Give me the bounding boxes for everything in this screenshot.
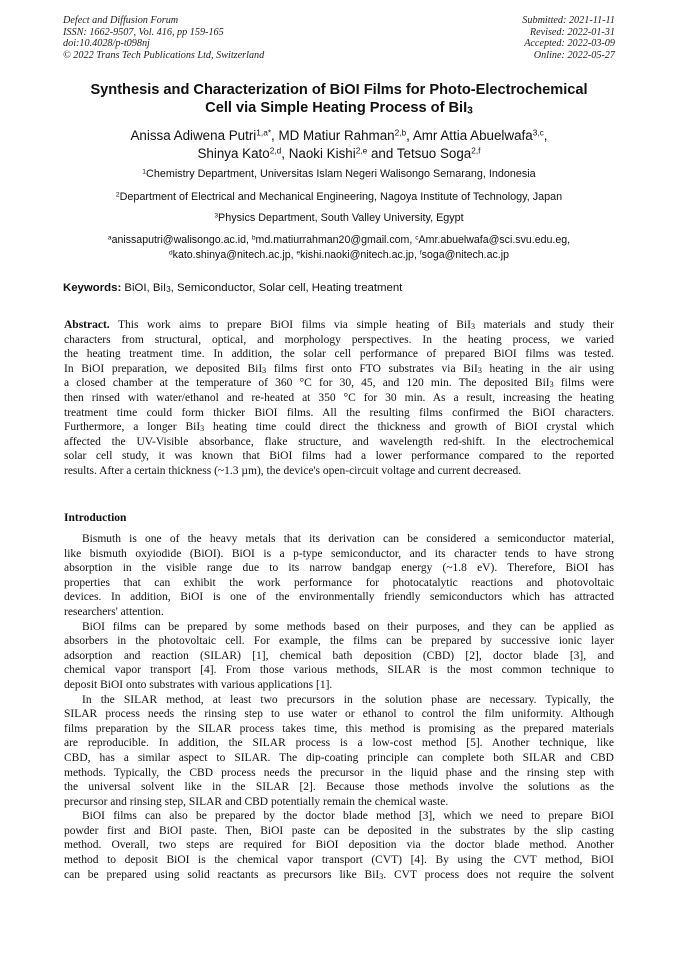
submitted-date: Submitted: 2021-11-11	[522, 15, 615, 26]
intro-line: adsorption and reaction (SILAR) [1], chemical bath deposition (CBD) [2], doctor blade [3], and	[64, 649, 614, 662]
author-name: Amr Attia Abuelwafa	[412, 128, 533, 143]
section-heading-introduction: Introduction	[64, 512, 127, 524]
paper-title	[40, 81, 638, 117]
email-link[interactable]: md.matiurrahman20@gmail.com	[255, 234, 410, 246]
title-line-1: Synthesis and Characterization of BiOI Films for Photo-Electrochemical	[90, 82, 588, 98]
abstract-line: characters from structural, optical, and morphology perspectives. In the heating process, we varied	[64, 333, 614, 346]
intro-paragraph	[64, 532, 614, 620]
title-line-2: Cell via Simple Heating Process of BiI$_3$	[205, 100, 473, 117]
abstract-line: In BiOI preparation, we deposited BiI$_3$ films first onto FTO substrates via BiI$_3$ heating in the air using	[64, 362, 614, 375]
intro-paragraph	[64, 620, 614, 693]
email-line-2: $^d$kato.shinya@nitech.ac.jp, $^e$kishi.naoki@nitech.ac.jp, $^f$soga@nitech.ac.jp	[169, 249, 509, 261]
intro-line: methods. Typically, the CBD process needs the precursor in the liquid phase and the rinsing step with	[64, 766, 614, 779]
intro-line: powder first and BiOI paste. Then, BiOI paste can be deposited in the substrates by the slip casting	[64, 824, 614, 837]
abstract-line: Abstract. This work aims to prepare BiOI films via simple heating of BiI$_3$ materials and study their	[64, 319, 614, 332]
abstract	[64, 318, 614, 479]
submission-dates	[522, 15, 615, 61]
journal-name: Defect and Diffusion Forum	[63, 15, 179, 26]
abstract-line: solar cell study, it was known that BiOI films had a lower performance compared to the reported	[64, 450, 614, 463]
online-date: Online: 2022-05-27	[533, 49, 615, 61]
author-list	[40, 127, 638, 163]
revised-date: Revised: 2022-01-31	[529, 26, 615, 38]
abstract-line: treatment time could form thicker BiOI films. All the resulting films confirmed the BiOI characters.	[64, 406, 614, 419]
intro-line: can be prepared using solid reactants as precursors like BiI$_3$. CVT process does not require the solvent	[64, 868, 614, 881]
journal-doi: doi:10.4028/p-t098nj	[63, 38, 150, 50]
author-line-1: Anissa Adiwena Putri$^{1,a*}$, MD Matiur Rahman$^{2,b}$, Amr Attia Abuelwafa$^{3,c}$,	[130, 127, 548, 143]
intro-line: are reproducible. In addition, the SILAR process is a low-cost method [5]. Another technique, like	[64, 737, 614, 750]
intro-line: researchers' attention.	[64, 605, 164, 618]
intro-line: SILAR process needs the rinsing step to use water or ethanol to control the film uniformity. Although	[64, 708, 614, 721]
keywords-label: Keywords:	[63, 282, 122, 294]
email-link[interactable]: soga@nitech.ac.jp	[421, 249, 509, 261]
intro-line: the universal solvent like in the SILAR [2]. Because those methods involve the solutions as the	[64, 781, 614, 794]
intro-line: BiOI films can also be prepared by the doctor blade method [3], which we need to prepare BiOI	[82, 810, 614, 823]
affiliation: $^2$Department of Electrical and Mechanical Engineering, Nagoya Institute of Technology, Japan	[115, 191, 563, 203]
intro-line: CBD, has a similar aspect to SILAR. The dip-coating principle can complete both SILAR and CBD	[64, 751, 614, 764]
abstract-line: results. After a certain thickness (~1.3 µm), the device's open-circuit voltage and current decreased.	[64, 464, 522, 477]
journal-info	[63, 15, 264, 61]
affiliation: $^1$Chemistry Department, Universitas Islam Negeri Walisongo Semarang, Indonesia	[142, 168, 536, 180]
intro-line: properties that can exhibit the work performance for photocatalytic reactions and photovoltaic	[64, 576, 614, 589]
intro-line: Bismuth is one of the heavy metals that its derivation can be considered a semiconductor material,	[82, 533, 614, 545]
intro-line: chemical vapor transport [4]. From those various methods, SILAR is the most common technique to	[64, 664, 614, 677]
email-link[interactable]: anissaputri@walisongo.ac.id	[111, 234, 246, 246]
intro-paragraph	[64, 809, 614, 882]
email-link[interactable]: kato.shinya@nitech.ac.jp	[172, 249, 291, 261]
intro-line: deposit BiOI onto substrates with various applications [1].	[64, 678, 333, 691]
abstract-line: the heating treatment time. In addition, the solar cell performance of prepared BiOI films was tested.	[64, 348, 614, 361]
email-link[interactable]: Amr.abuelwafa@sci.svu.edu.eg	[418, 234, 568, 246]
abstract-line: a closed chamber at the temperature of 360 °C for 30, 45, and 120 min. The deposited BiI$_3$ films were	[64, 377, 615, 390]
intro-line: absorption in the visible range due to its narrow bandgap energy (~1.8 eV). Therefore, BiOI has	[64, 562, 614, 575]
author-name: MD Matiur Rahman	[278, 128, 395, 143]
intro-line: absorbers in the photovoltaic cell. For example, the films can be prepared by successive ionic layer	[64, 635, 614, 648]
intro-line: BiOI films can be prepared by some methods based on their purposes, and they can be applied as	[82, 620, 614, 633]
abstract-line: then rinsed with water/ethanol and re-heated at 350 °C for 30 min. As a result, increasing the heating	[64, 391, 614, 404]
intro-line: In the SILAR method, at least two precursors in the solution phase are necessary. Typically, the	[82, 693, 614, 706]
abstract-line: affected the UV-Visible absorbance, flake structure, and wavelength red-shift. In the electrochemical	[64, 435, 614, 448]
affiliation: $^3$Physics Department, South Valley University, Egypt	[214, 212, 464, 224]
accepted-date: Accepted: 2022-03-09	[524, 38, 615, 50]
intro-line: devices. In addition, BiOI is one of the environmentally friendly semiconductors which has attracted	[64, 591, 614, 604]
intro-line: films preparation by the SILAR process takes time, this method is promising as the prepared materials	[64, 722, 614, 735]
author-name: Shinya Kato	[197, 146, 270, 161]
introduction-body	[64, 532, 614, 882]
keywords: Keywords: BiOI, BiI$_3$, Semiconductor, Solar cell, Heating treatment	[63, 282, 403, 295]
intro-line: method to deposit BiOI is the chemical vapor transport (CVT) [4]. By using the CVT method, BiOI	[64, 854, 614, 867]
abstract-label: Abstract.	[64, 319, 110, 331]
intro-line: precursor and rinsing step, SILAR and CBD potentially remain the chemical waste.	[64, 795, 449, 808]
intro-line: method. Overall, two steps are required for BiOI deposition via the doctor blade method. Another	[64, 839, 614, 852]
author-name: Tetsuo Soga	[396, 146, 472, 161]
intro-paragraph	[64, 693, 614, 810]
email-list	[40, 233, 638, 263]
email-line-1: $^a$anissaputri@walisongo.ac.id, $^b$md.matiurrahman20@gmail.com, $^c$Amr.abuelwafa@sci.svu.edu.eg,	[107, 234, 571, 246]
author-name: Naoki Kishi	[288, 146, 356, 161]
journal-issn: ISSN: 1662-9507, Vol. 416, pp 159-165	[63, 26, 224, 38]
journal-copyright: © 2022 Trans Tech Publications Ltd, Switzerland	[63, 49, 265, 61]
author-line-2: Shinya Kato$^{2,d}$, Naoki Kishi$^{2,e}$ and Tetsuo Soga$^{2,f}$	[197, 145, 481, 161]
author-name: Anissa Adiwena Putri	[130, 128, 257, 143]
email-link[interactable]: kishi.naoki@nitech.ac.jp	[300, 249, 414, 261]
intro-line: like bismuth oxyiodide (BiOI). BiOI is a p-type semiconductor, and its character tends to have strong	[64, 547, 614, 560]
abstract-line: Furthermore, a longer BiI$_3$ heating time could direct the thickness and growth of BiOI crystal which	[64, 421, 614, 434]
